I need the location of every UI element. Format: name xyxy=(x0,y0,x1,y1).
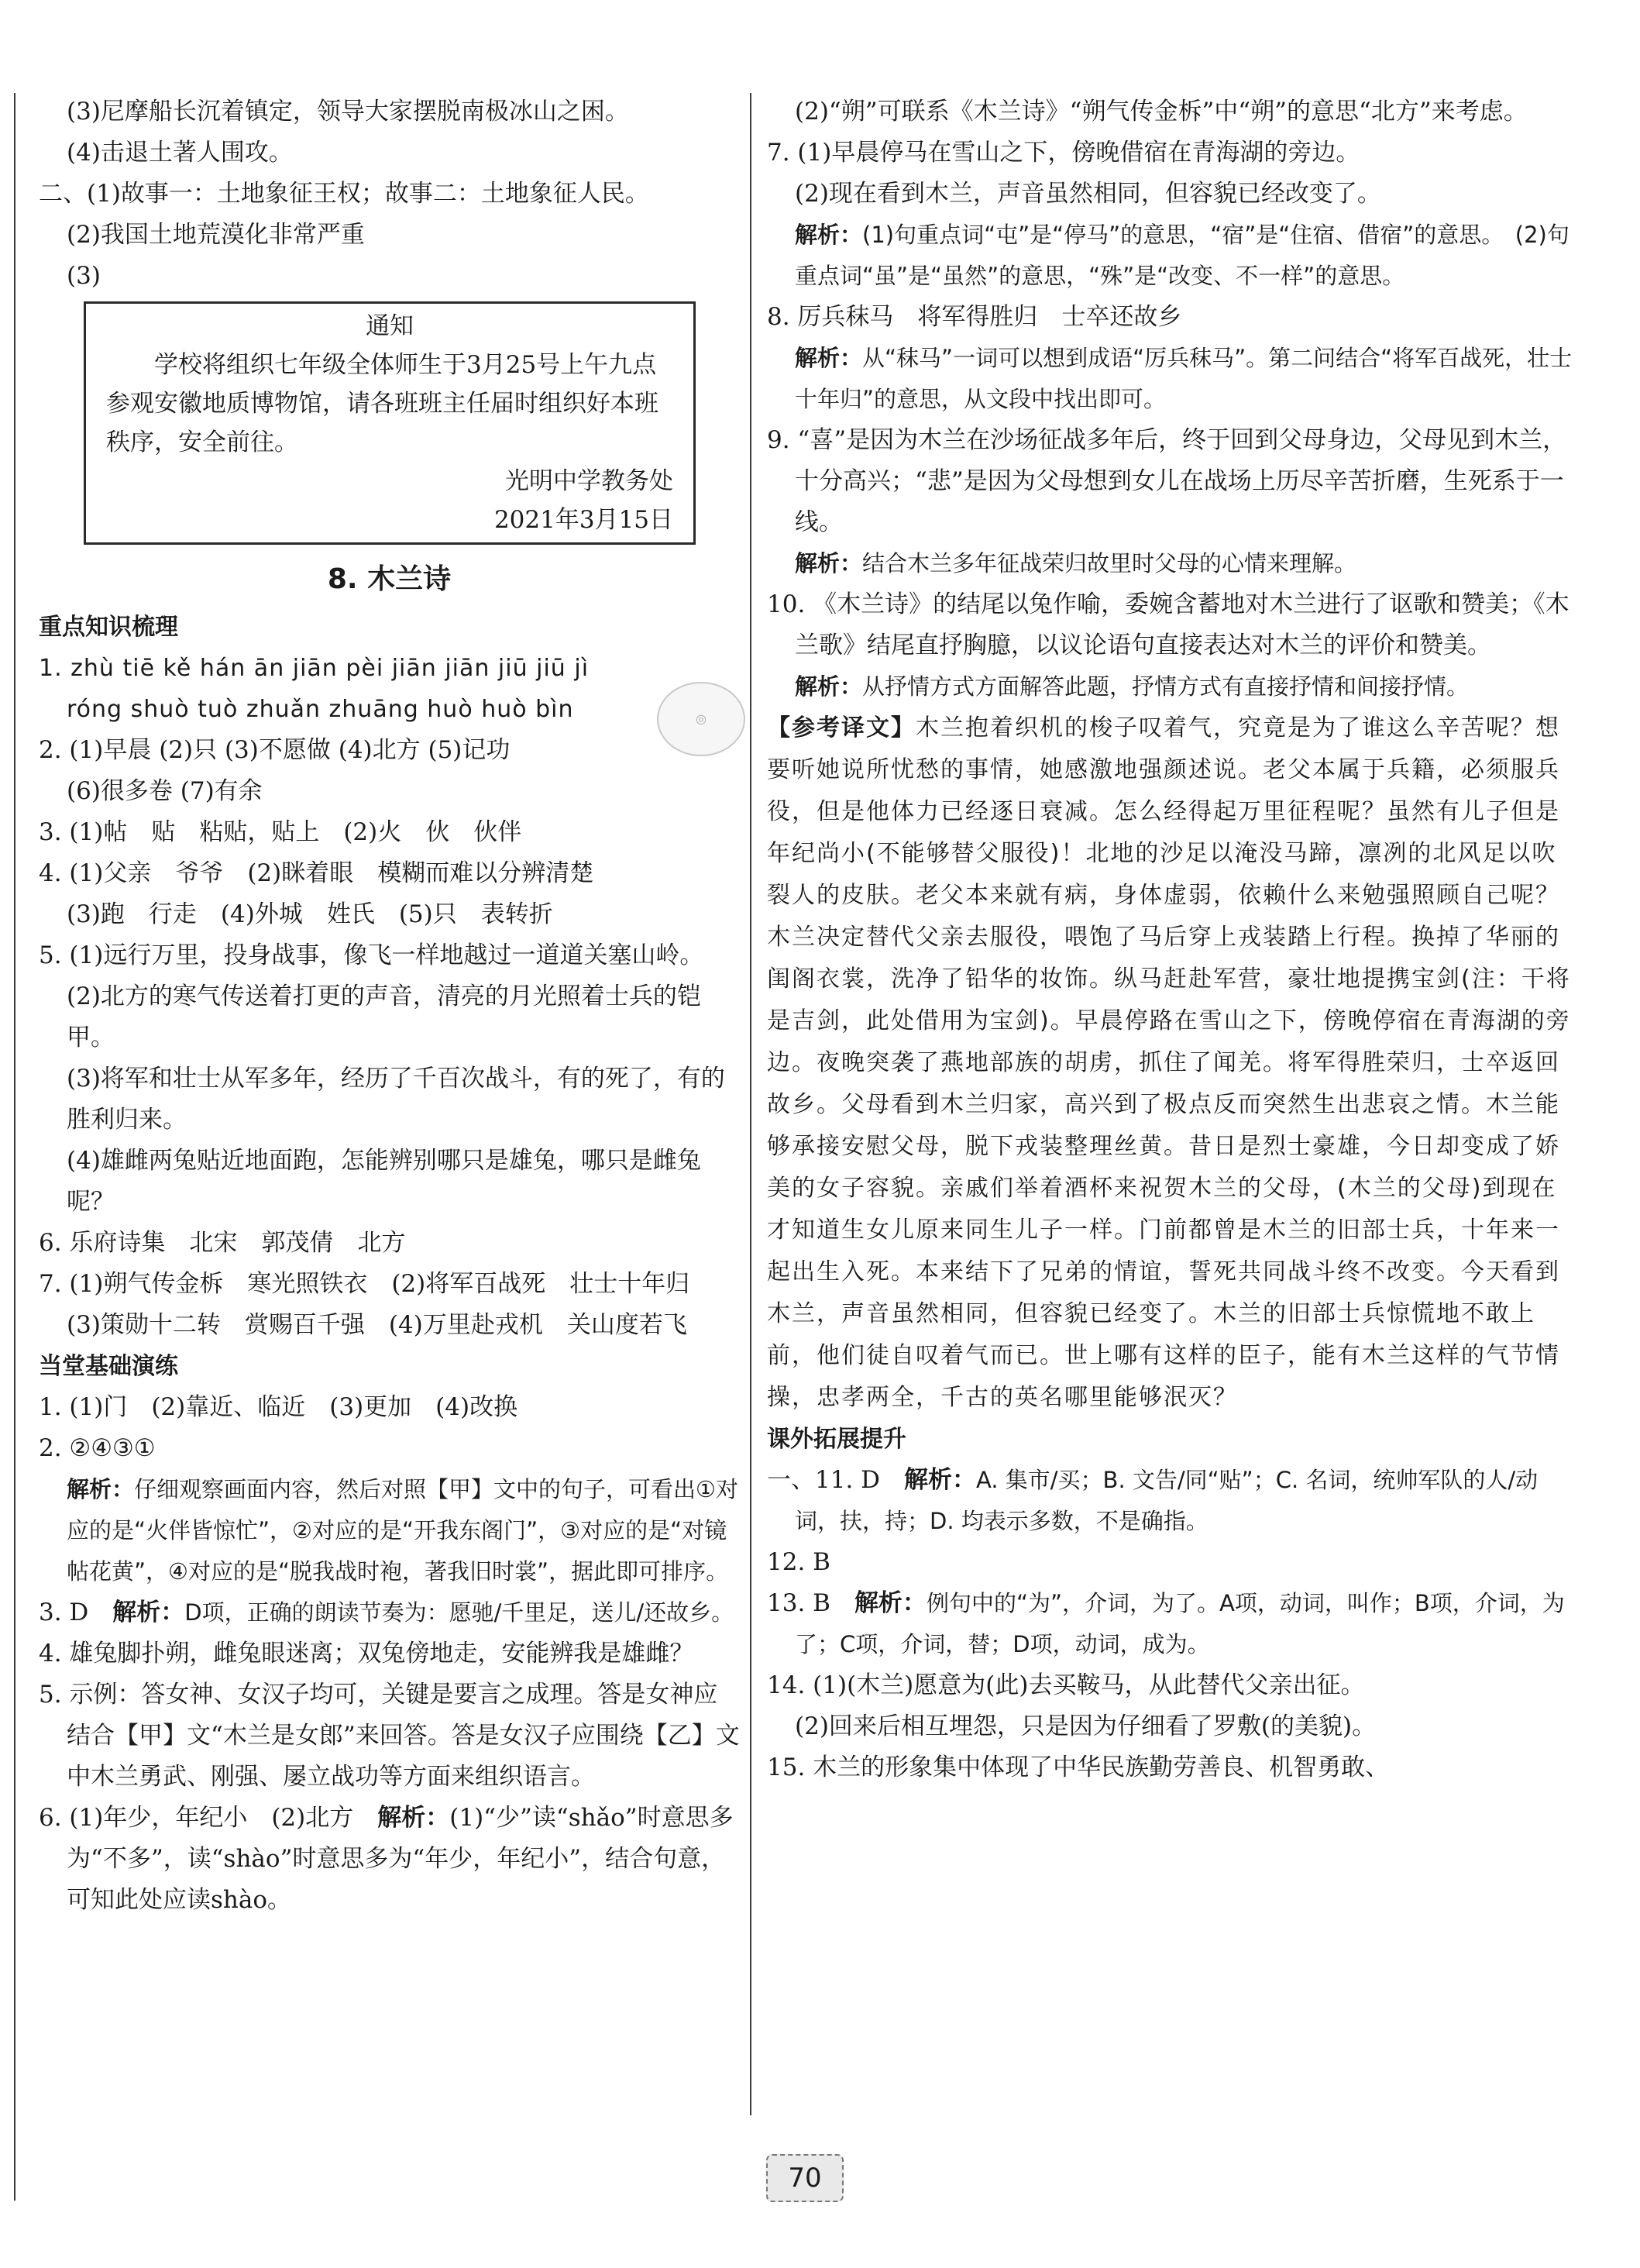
translation-label: 【参考译文】 xyxy=(767,714,916,742)
answer-line: (2)我国土地荒漠化非常严重 xyxy=(67,221,365,249)
answer-line: 15. 木兰的形象集中体现了中华民族勤劳善良、机智勇敢、 xyxy=(767,1753,1390,1781)
answer-line: 10. 《木兰诗》的结尾以兔作喻，委婉含蓄地对木兰进行了讴歌和赞美；《木兰歌》结尾直抒胸臆，以议论语句直接表达对木兰的评价和赞美。 xyxy=(767,590,1570,659)
answer-line: 3. D 解析：D项，正确的朗读节奏为：愿驰/千里足，送儿/还故乡。 xyxy=(39,1599,734,1626)
answer-line: 一、11. D 解析：A. 集市/买；B. 文告/同“贴”；C. 名词，统帅军队的人/动词，扶，持；D. 均表示多数，不是确指。 xyxy=(767,1466,1539,1534)
answer-line: (2)回来后相互埋怨，只是因为仔细看了罗敷(的美貌)。 xyxy=(795,1712,1377,1740)
answer-line: 14. (1)(木兰)愿意为(此)去买鞍马，从此替代父亲出征。 xyxy=(767,1671,1365,1699)
answer-line: (6)很多卷 (7)有余 xyxy=(67,777,263,805)
answer-line: (3)跑 行走 (4)外城 姓氏 (5)只 表转折 xyxy=(67,900,553,928)
explanation-label: 解析： xyxy=(795,222,863,248)
answer-line: 2. ②④③① xyxy=(39,1434,156,1462)
reference-translation: 【参考译文】木兰抱着织机的梭子叹着气，究竟是为了谁这么辛苦呢？想要听她说所忧愁的事情，她感激地强颜述说。老父本属于兵籍，必须服兵役，但是他体力已经逐日衰减。怎么经得起万里征程呢？虽然有儿子但是年纪尚小(不能够替父服役)！北地的沙足以淹没马蹄，凛冽的北风足以吹裂人的皮肤。老父本来就有病，身体虚弱，依赖什么来勉强照顾自己呢？木兰决定替代父亲去服役，喂饱了马后穿上戎装踏上行程。换掉了华丽的闺阁衣裳，洗净了铅华的妆饰。纵马赶赴军营，豪壮地提携宝剑(注：干将是吉剑，此处借用为宝剑)。早晨停路在雪山之下，傍晚停宿在青海湖的旁边。夜晚突袭了燕地部族的胡虏，抓住了闻羌。将军得胜荣归，士卒返回故乡。父母看到木兰归家，高兴到了极点反而突然生出悲哀之情。木兰能够承接安慰父母，脱下戎装整理丝黄。昔日是烈士豪雄，今日却变成了娇美的女子容貌。亲戚们举着酒杯来祝贺木兰的父母，(木兰的父母)到现在才知道生女儿原来同生儿子一样。门前都曾是木兰的旧部士兵，十年来一起出生入死。本来结下了兄弟的情谊，誓死共同战斗终不改变。今天看到木兰，声音虽然相同，但容貌已经变了。木兰的旧部士兵惊慌地不敢上前，他们徒自叹着气而已。世上哪有这样的臣子，能有木兰这样的气节情操，忠孝两全，千古的英名哪里能够泯灭？ xyxy=(767,714,1571,1411)
answer-line: (2)北方的寒气传送着打更的声音，清亮的月光照着士兵的铠甲。 xyxy=(67,983,701,1051)
answer-line: róng shuò tuò zhuǎn zhuāng huò huò bìn xyxy=(67,696,574,723)
column-divider xyxy=(750,93,751,2115)
answer-line: 9. “喜”是因为木兰在沙场征战多年后，终于回到父母身边，父母见到木兰，十分高兴；“悲”是因为父母想到女儿在战场上历尽辛苦折磨，生死系于一线。 xyxy=(767,426,1567,536)
section-heading: 当堂基础演练 xyxy=(39,1353,178,1380)
section-heading: 重点知识梳理 xyxy=(39,614,178,641)
notice-title: 通知 xyxy=(366,312,414,340)
explanation-label: 解析： xyxy=(904,1466,977,1494)
answer-line: (4)雄雌两兔贴近地面跑，怎能辨别哪只是雄兔，哪只是雌兔呢？ xyxy=(67,1147,701,1216)
right-column xyxy=(767,91,1580,1788)
left-column xyxy=(39,91,740,1921)
section-heading: 课外拓展提升 xyxy=(767,1426,906,1453)
explanation-label: 解析： xyxy=(795,550,863,576)
explanation-label: 解析： xyxy=(112,1599,185,1626)
answer-line: 4. 雄兔脚扑朔，雌兔眼迷离；双兔傍地走，安能辨我是雄雌？ xyxy=(39,1640,694,1667)
notice-box xyxy=(84,301,696,545)
page-number: 70 xyxy=(766,2154,844,2202)
explanation-label: 解析： xyxy=(67,1476,135,1502)
answer-line: (3)将军和壮士从军多年，经历了千百次战斗，有的死了，有的胜利归来。 xyxy=(67,1065,725,1134)
notice-signature: 光明中学教务处 xyxy=(505,467,673,495)
answer-line: 二、(1)故事一：土地象征王权；故事二：土地象征人民。 xyxy=(39,180,649,208)
explanation-label: 解析： xyxy=(795,345,863,371)
explanation-label: 解析： xyxy=(377,1804,450,1832)
answer-line: 7. (1)早晨停马在雪山之下，傍晚借宿在青海湖的旁边。 xyxy=(767,139,1360,167)
answer-line: 1. zhù tiē kě hán ān jiān pèi jiān jiān jiū jiū jì xyxy=(39,655,590,682)
answer-line: 6. (1)年少，年纪小 (2)北方 解析：(1)“少”读“shǎo”时意思多为“不多”，读“shào”时意思多为“年少，年纪小”，结合句意，可知此处应读shào。 xyxy=(39,1804,734,1914)
answer-line: 4. (1)父亲 爷爷 (2)眯着眼 模糊而难以分辨清楚 xyxy=(39,859,594,887)
explanation-label: 解析： xyxy=(795,673,863,700)
answer-line: 12. B xyxy=(767,1548,830,1576)
explanation: 解析：结合木兰多年征战荣归故里时父母的心情来理解。 xyxy=(795,550,1357,576)
answer-line: 7. (1)朔气传金柝 寒光照铁衣 (2)将军百战死 壮士十年归 (3)策勋十二转 赏赐百千强 (4)万里赴戎机 关山度若飞 xyxy=(39,1270,714,1339)
answer-line: 8. 厉兵秣马 将军得胜归 士卒还故乡 xyxy=(767,303,1182,331)
explanation-label: 解析： xyxy=(854,1589,927,1617)
left-margin-rule xyxy=(14,93,15,2201)
answer-line: 5. (1)远行万里，投身战事，像飞一样地越过一道道关塞山岭。 xyxy=(39,941,704,969)
answer-line: 3. (1)帖 贴 粘贴，贴上 (2)火 伙 伙伴 xyxy=(39,818,522,846)
explanation: 解析：仔细观察画面内容，然后对照【甲】文中的句子，可看出①对应的是“火伴皆惊忙”，②对应的是“开我东阁门”，③对应的是“对镜帖花黄”，④对应的是“脱我战时袍，著我旧时裳”，据此即可排序。 xyxy=(67,1476,739,1585)
notice-body: 学校将组织七年级全体师生于3月25号上午九点参观安徽地质博物馆，请各班班主任届时组织好本班秩序，安全前往。 xyxy=(106,351,658,456)
answer-line: (3) xyxy=(67,262,101,290)
answer-line: 6. 乐府诗集 北宋 郭茂倩 北方 xyxy=(39,1229,406,1257)
answer-line: 13. B 解析：例句中的“为”，介词，为了。A项，动词，叫作；B项，介词，为了；C项，介词，替；D项，动词，成为。 xyxy=(767,1589,1565,1657)
answer-line: 1. (1)门 (2)靠近、临近 (3)更加 (4)改换 xyxy=(39,1393,518,1421)
notice-date: 2021年3月15日 xyxy=(493,506,673,534)
explanation: 解析：(1)句重点词“屯”是“停马”的意思，“宿”是“住宿、借宿”的意思。 (2)句重点词“虽”是“虽然”的意思，“殊”是“改变、不一样”的意思。 xyxy=(795,222,1570,289)
answer-line: (3)尼摩船长沉着镇定，领导大家摆脱南极冰山之困。 xyxy=(67,98,629,126)
answer-line: 5. 示例：答女神、女汉子均可，关键是要言之成理。答是女神应结合【甲】文“木兰是女郎”来回答。答是女汉子应围绕【乙】文中木兰勇武、刚强、屡立战功等方面来组织语言。 xyxy=(39,1681,740,1791)
answer-line: 2. (1)早晨 (2)只 (3)不愿做 (4)北方 (5)记功 xyxy=(39,736,511,764)
answer-line: (2)“朔”可联系《木兰诗》“朔气传金柝”中“朔”的意思“北方”来考虑。 xyxy=(795,98,1528,126)
explanation: 解析：从“秣马”一词可以想到成语“厉兵秣马”。第二问结合“将军百战死，壮士十年归”的意思，从文段中找出即可。 xyxy=(795,345,1573,412)
explanation: 解析：从抒情方式方面解答此题，抒情方式有直接抒情和间接抒情。 xyxy=(795,673,1470,700)
lesson-title: 8. 木兰诗 xyxy=(327,563,452,595)
answer-line: (2)现在看到木兰，声音虽然相同，但容貌已经改变了。 xyxy=(795,180,1381,208)
watermark-stamp: ◎ xyxy=(657,682,745,756)
answer-line: (4)击退土著人围攻。 xyxy=(67,139,293,167)
